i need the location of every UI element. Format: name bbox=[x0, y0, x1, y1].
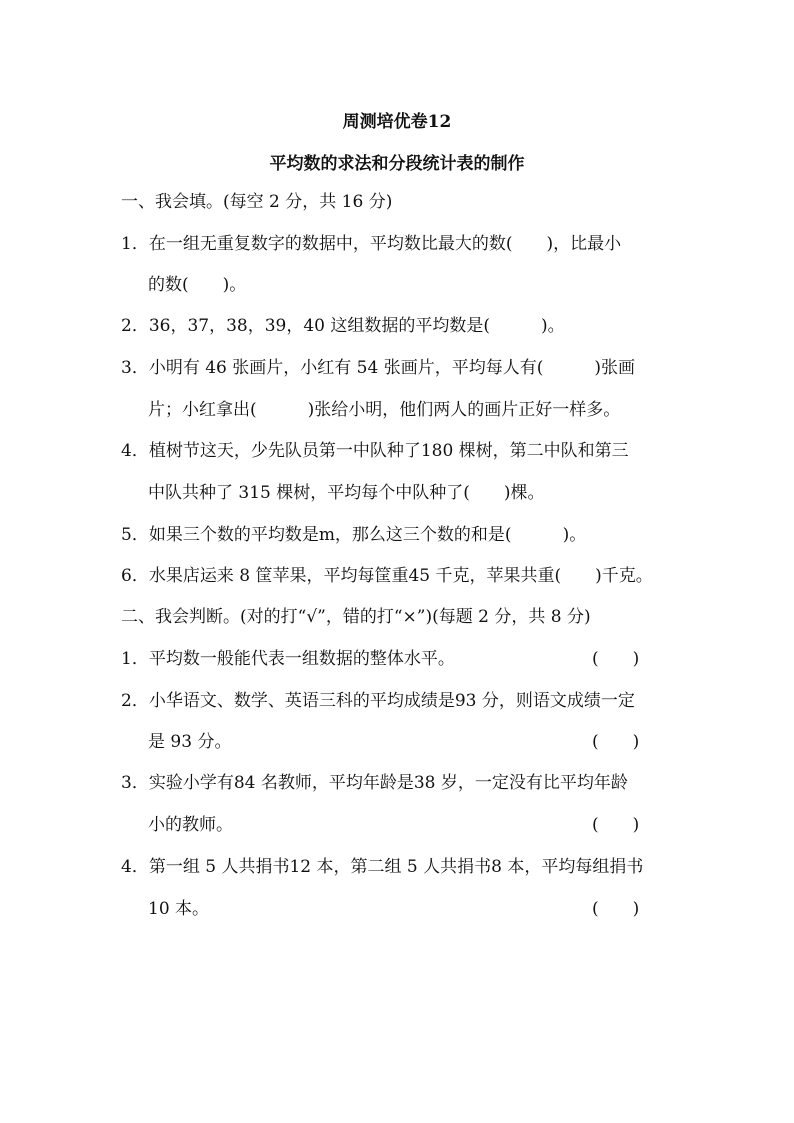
s2-q4-line2: 10 本。 bbox=[148, 899, 210, 919]
s2-q1-answer-bracket: ( ) bbox=[592, 649, 640, 669]
s1-q6-line1: 6．水果店运来 8 筐苹果，平均每筐重45 千克，苹果共重( )千克。 bbox=[121, 566, 653, 586]
section2-heading: 二、我会判断。(对的打“√”，错的打“×”)(每题 2 分，共 8 分) bbox=[121, 607, 591, 627]
s2-q3-line2: 小的教师。 bbox=[148, 815, 233, 835]
s2-q2-line1: 2．小华语文、数学、英语三科的平均成绩是93 分，则语文成绩一定 bbox=[121, 691, 635, 711]
s1-q1-line1: 1．在一组无重复数字的数据中，平均数比最大的数( )，比最小 bbox=[121, 234, 622, 254]
s2-q4-answer-bracket: ( ) bbox=[592, 899, 640, 919]
s1-q1-line2: 的数( )。 bbox=[148, 275, 247, 295]
s2-q4-line1: 4．第一组 5 人共捐书12 本，第二组 5 人共捐书8 本，平均每组捐书 bbox=[121, 857, 644, 877]
s1-q3-line1: 3．小明有 46 张画片，小红有 54 张画片，平均每人有( )张画 bbox=[121, 358, 635, 378]
s2-q2-line2: 是 93 分。 bbox=[148, 732, 232, 752]
s1-q3-line2: 片；小红拿出( )张给小明，他们两人的画片正好一样多。 bbox=[148, 400, 621, 420]
s2-q2-answer-bracket: ( ) bbox=[592, 732, 640, 752]
s1-q4-line2: 中队共种了 315 棵树，平均每个中队种了( )棵。 bbox=[148, 483, 545, 503]
s1-q5-line1: 5．如果三个数的平均数是m，那么这三个数的和是( )。 bbox=[121, 525, 587, 545]
s1-q4-line1: 4．植树节这天，少先队员第一中队种了180 棵树，第二中队和第三 bbox=[121, 441, 629, 461]
page-subtitle: 平均数的求法和分段统计表的制作 bbox=[269, 154, 525, 174]
s2-q3-answer-bracket: ( ) bbox=[592, 815, 640, 835]
page-title: 周测培优卷12 bbox=[342, 112, 452, 132]
s2-q3-line1: 3．实验小学有84 名教师，平均年龄是38 岁，一定没有比平均年龄 bbox=[121, 773, 628, 793]
s1-q2-line1: 2．36，37，38，39，40 这组数据的平均数是( )。 bbox=[121, 316, 565, 336]
s2-q1-line1: 1．平均数一般能代表一组数据的整体水平。 bbox=[121, 649, 455, 669]
section1-heading: 一、我会填。(每空 2 分，共 16 分) bbox=[121, 192, 393, 212]
